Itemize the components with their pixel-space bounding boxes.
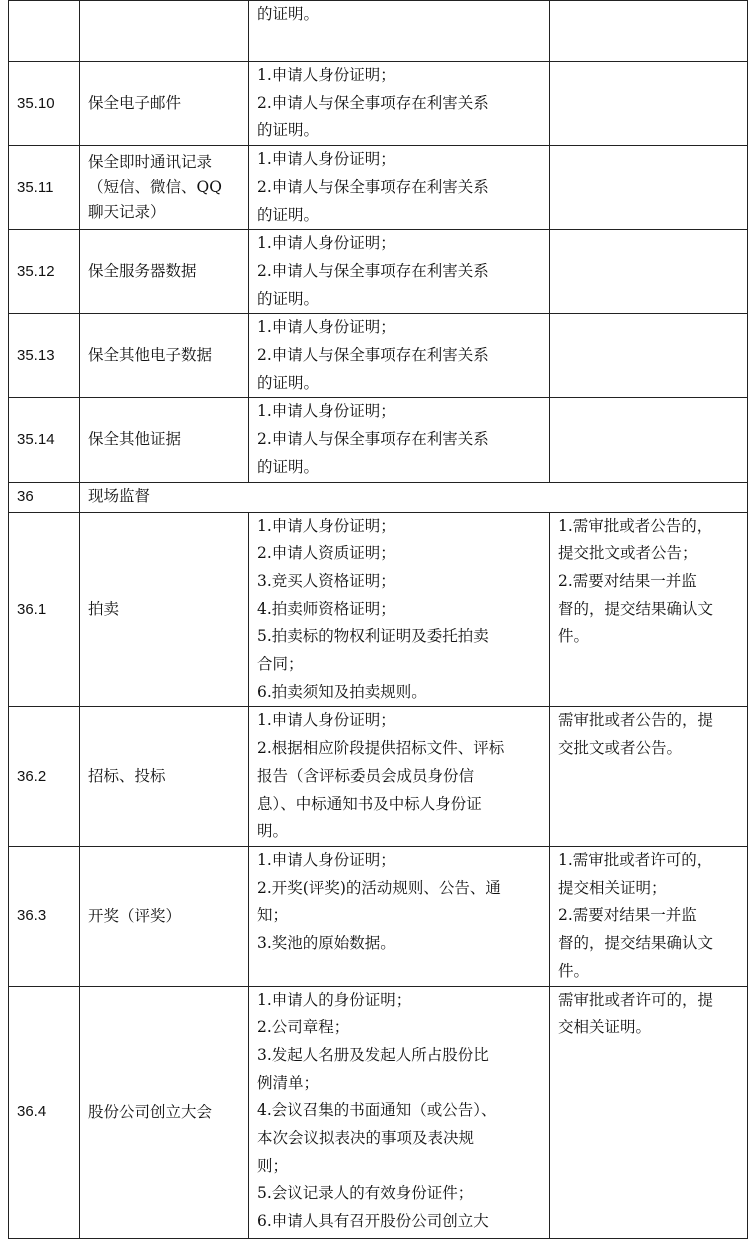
remarks-line: 需审批或者许可的，提 <box>558 990 714 1009</box>
item-number: 35.11 <box>9 146 80 230</box>
table-row <box>9 230 748 314</box>
item-number: 36.3 <box>9 846 80 986</box>
item-name-line: 股份公司创立大会 <box>88 1102 213 1121</box>
table-body-section <box>9 482 748 512</box>
section-number: 36 <box>9 482 80 512</box>
remarks-line: 1.需审批或者公告的， <box>558 516 713 535</box>
item-number: 36.2 <box>9 707 80 847</box>
item-number: 35.14 <box>9 398 80 482</box>
remarks-cell <box>550 398 748 482</box>
required-materials-line: 2.申请人与保全事项存在利害关系 <box>257 93 489 112</box>
item-name-line: 聊天记录） <box>88 203 166 222</box>
table-row <box>9 398 748 482</box>
remarks-line: 督的，提交结果确认文 <box>558 599 714 618</box>
section-title: 现场监督 <box>80 482 748 512</box>
required-materials-line: 息）、中标通知书及中标人身份证 <box>257 794 482 813</box>
required-materials-cell <box>249 62 550 146</box>
item-name-cell <box>80 1 249 62</box>
required-materials-line: 4.会议召集的书面通知（或公告）、 <box>257 1101 497 1120</box>
remarks-line: 提交批文或者公告； <box>558 544 698 563</box>
remarks-cell <box>550 986 748 1238</box>
item-name-cell <box>80 512 249 707</box>
required-materials-line: 的证明。 <box>257 5 320 23</box>
required-materials-line: 3.竞买人资格证明； <box>257 571 396 590</box>
remarks-cell <box>550 146 748 230</box>
required-materials-cell <box>249 314 550 398</box>
remarks-line: 件。 <box>558 627 590 646</box>
item-name-cell <box>80 986 249 1238</box>
required-materials-line: 2.申请人资质证明； <box>257 544 396 563</box>
remarks-cell <box>550 846 748 986</box>
required-materials-line: 3.奖池的原始数据。 <box>257 934 396 953</box>
item-name-line: 招标、投标 <box>88 767 166 786</box>
item-name-cell <box>80 707 249 847</box>
item-number: 35.13 <box>9 314 80 398</box>
remarks-cell <box>550 1 748 62</box>
required-materials-line: 本次会议拟表决的事项及表决规 <box>257 1129 475 1148</box>
required-materials-line: 例清单； <box>257 1073 320 1092</box>
remarks-line: 件。 <box>558 961 590 980</box>
item-name-cell <box>80 314 249 398</box>
required-materials-line: 1.申请人身份证明； <box>257 66 396 84</box>
required-materials-line: 1.申请人身份证明； <box>257 402 396 421</box>
table-row <box>9 146 748 230</box>
remarks-line: 需审批或者公告的，提 <box>558 711 714 730</box>
item-name-cell <box>80 62 249 146</box>
table-body-36 <box>9 512 748 1238</box>
item-number: 36.4 <box>9 986 80 1238</box>
required-materials-line: 合同； <box>257 655 304 674</box>
item-name-line: 保全其他证据 <box>88 430 182 449</box>
required-materials-line: 的证明。 <box>257 205 320 224</box>
required-materials-line: 明。 <box>257 822 289 841</box>
remarks-line: 交批文或者公告。 <box>558 739 683 758</box>
item-number: 35.10 <box>9 62 80 146</box>
required-materials-line: 1.申请人身份证明； <box>257 850 396 869</box>
required-materials-line: 则； <box>257 1156 289 1175</box>
required-materials-cell <box>249 230 550 314</box>
required-materials-line: 3.发起人名册及发起人所占股份比 <box>257 1045 489 1064</box>
item-name-line: 保全服务器数据 <box>88 262 197 281</box>
required-materials-line: 6.拍卖须知及拍卖规则。 <box>257 682 427 701</box>
required-materials-line: 6.申请人具有召开股份公司创立大 <box>257 1212 489 1231</box>
section-row <box>9 482 748 512</box>
item-name-line: 保全电子邮件 <box>88 94 182 113</box>
table-row <box>9 62 748 146</box>
required-materials-line: 1.申请人身份证明； <box>257 150 396 169</box>
remarks-cell <box>550 62 748 146</box>
required-materials-line: 报告（含评标委员会成员身份信 <box>257 766 475 785</box>
required-materials-line: 1.申请人身份证明； <box>257 318 396 337</box>
item-name-cell <box>80 230 249 314</box>
remarks-line: 2.需要对结果一并监 <box>558 571 697 590</box>
item-name-line: 拍卖 <box>88 600 120 618</box>
table-row <box>9 314 748 398</box>
required-materials-line: 的证明。 <box>257 373 320 392</box>
required-materials-line: 1.申请人身份证明； <box>257 516 396 535</box>
item-number: 35.12 <box>9 230 80 314</box>
remarks-cell <box>550 707 748 847</box>
required-materials-line: 1.申请人身份证明； <box>257 234 396 253</box>
required-materials-cell <box>249 1 550 62</box>
item-number: 36.1 <box>9 512 80 707</box>
required-materials-line: 1.申请人身份证明； <box>257 711 396 730</box>
required-materials-line: 2.申请人与保全事项存在利害关系 <box>257 177 489 196</box>
remarks-line: 提交相关证明； <box>558 878 667 897</box>
remarks-line: 交相关证明。 <box>558 1018 652 1037</box>
required-materials-line: 5.拍卖标的物权利证明及委托拍卖 <box>257 627 489 646</box>
required-materials-line: 2.公司章程； <box>257 1018 350 1037</box>
remarks-line: 2.需要对结果一并监 <box>558 906 697 925</box>
required-materials-line: 4.拍卖师资格证明； <box>257 599 396 618</box>
remarks-cell <box>550 314 748 398</box>
required-materials-line: 5.会议记录人的有效身份证件； <box>257 1184 474 1203</box>
table-body-35 <box>9 1 748 483</box>
required-materials-cell <box>249 512 550 707</box>
required-materials-line: 2.申请人与保全事项存在利害关系 <box>257 261 489 280</box>
required-materials-line: 知； <box>257 906 289 925</box>
item-name-line: 保全即时通讯记录 <box>88 153 213 172</box>
required-materials-line: 2.申请人与保全事项存在利害关系 <box>257 346 489 365</box>
notary-materials-table <box>8 0 748 1239</box>
remarks-line: 1.需审批或者许可的， <box>558 850 713 869</box>
table-row <box>9 846 748 986</box>
required-materials-line: 1.申请人的身份证明； <box>257 990 412 1009</box>
remarks-line: 督的，提交结果确认文 <box>558 934 714 953</box>
required-materials-cell <box>249 398 550 482</box>
item-name-line: 保全其他电子数据 <box>88 346 213 365</box>
item-name-line: 开奖（评奖） <box>88 906 182 925</box>
required-materials-cell <box>249 986 550 1238</box>
required-materials-line: 2.根据相应阶段提供招标文件、评标 <box>257 739 505 758</box>
required-materials-line: 2.申请人与保全事项存在利害关系 <box>257 430 489 449</box>
remarks-cell <box>550 230 748 314</box>
table-row <box>9 1 748 62</box>
item-name-line: （短信、微信、QQ <box>88 178 222 197</box>
table-row <box>9 512 748 707</box>
remarks-cell <box>550 512 748 707</box>
item-number <box>9 1 80 62</box>
required-materials-line: 2.开奖(评奖)的活动规则、公告、通 <box>257 878 501 897</box>
table-row <box>9 986 748 1238</box>
table-row <box>9 707 748 847</box>
required-materials-line: 的证明。 <box>257 121 320 140</box>
item-name-cell <box>80 846 249 986</box>
item-name-cell <box>80 146 249 230</box>
required-materials-cell <box>249 846 550 986</box>
required-materials-line: 的证明。 <box>257 289 320 308</box>
item-name-cell <box>80 398 249 482</box>
required-materials-cell <box>249 146 550 230</box>
required-materials-cell <box>249 707 550 847</box>
required-materials-line: 的证明。 <box>257 457 320 476</box>
